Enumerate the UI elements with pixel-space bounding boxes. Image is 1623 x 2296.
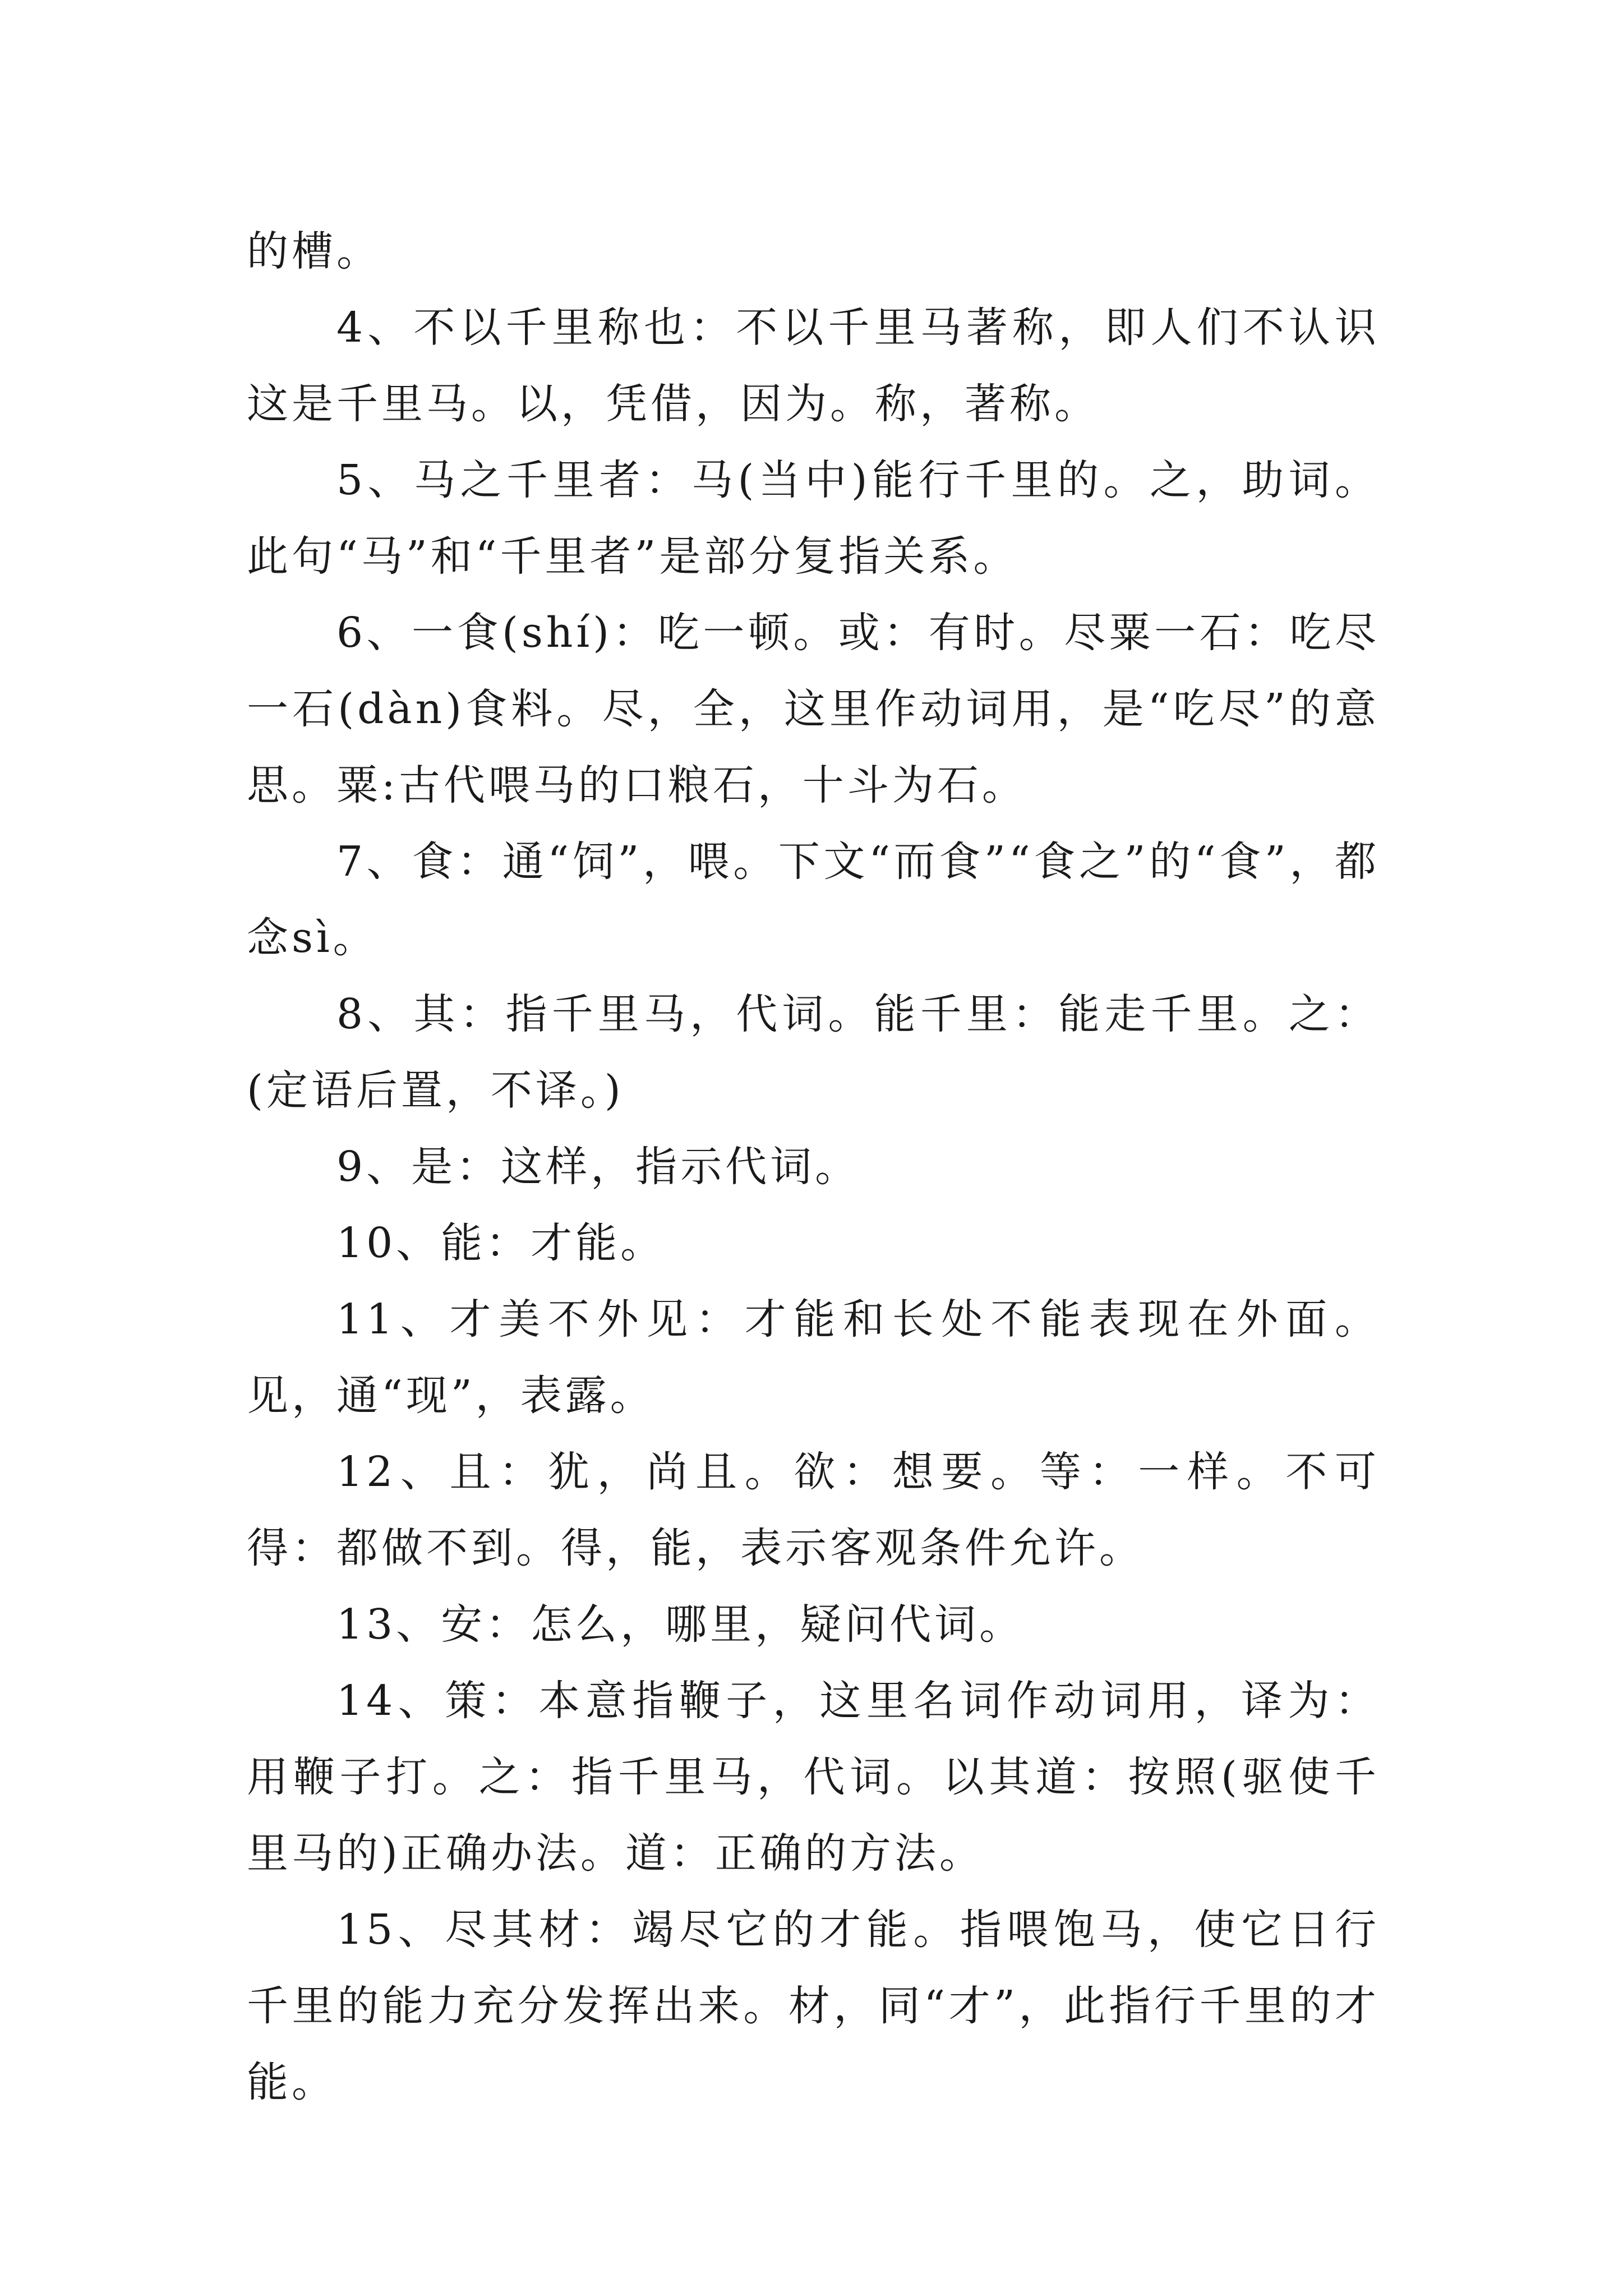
annotation-9: 9、是：这样，指示代词。 — [336, 1143, 860, 1191]
annotation-11: 11、才美不外见：才能和长处不能表现在外面。见，通“现”，表露。 — [247, 1295, 1380, 1420]
annotation-10: 10、能：才能。 — [336, 1219, 666, 1267]
annotation-15: 15、尽其材：竭尽它的才能。指喂饱马，使它日行千里的能力充分发挥出来。材，同“才”，此指行千里的才能。 — [247, 1906, 1380, 2106]
annotation-4: 4、不以千里称也：不以千里马著称，即人们不认识这是千里马。以，凭借，因为。称，著称。 — [247, 303, 1380, 428]
annotation-8: 8、其：指千里马，代词。能千里：能走千里。之：(定语后置，不译。) — [247, 990, 1380, 1115]
annotation-7: 7、食：通“饲”，喂。下文“而食”“食之”的“食”，都念sì。 — [247, 838, 1380, 962]
annotation-6: 6、一食(shí)：吃一顿。或：有时。尽粟一石：吃尽一石(dàn)食料。尽，全，这里作动词用，是“吃尽”的意思。粟:古代喂马的口粮石，十斗为石。 — [247, 609, 1380, 809]
annotation-12: 12、且：犹，尚且。欲：想要。等：一样。不可得：都做不到。得，能，表示客观条件允许。 — [247, 1448, 1380, 1572]
document-page — [247, 213, 1380, 2120]
annotation-5: 5、马之千里者：马(当中)能行千里的。之，助词。此句“马”和“千里者”是部分复指关系。 — [247, 456, 1380, 581]
annotation-14: 14、策：本意指鞭子，这里名词作动词用，译为：用鞭子打。之：指千里马，代词。以其道：按照(驱使千里马的)正确办法。道：正确的方法。 — [247, 1677, 1380, 1878]
paragraph-continuation: 的槽。 — [247, 227, 381, 275]
annotation-13: 13、安：怎么，哪里，疑问代词。 — [336, 1600, 1025, 1649]
